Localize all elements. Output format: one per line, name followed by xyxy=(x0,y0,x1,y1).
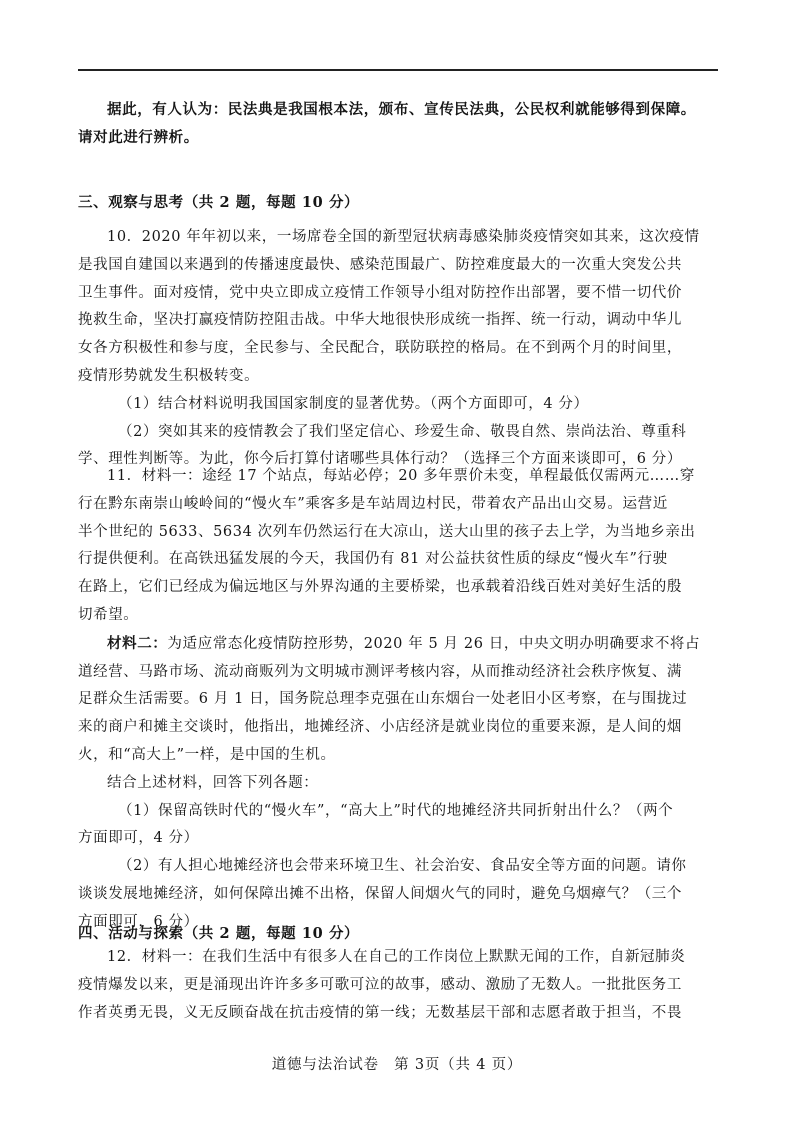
question-12 xyxy=(78,944,718,1027)
q11-instruction: 结合上述材料，回答下列各题： xyxy=(107,774,319,791)
q10-line: 卫生事件。面对疫情，党中央立即成立疫情工作领导小组对防控作出部署，要不惜一切代价 xyxy=(78,284,682,301)
q10-subquestion-2-cont: 学、理性判断等。为此，你今后打算付诸哪些具体行动？（选择三个方面来谈即可，6 分） xyxy=(78,451,682,468)
q11-material-1-line: 行提供便利。在高铁迅猛发展的今天，我国仍有 81 对公益扶贫性质的绿皮“慢火车”行驶 xyxy=(78,551,668,568)
q11-subquestion-2-cont: 方面即可，6 分） xyxy=(78,913,199,930)
q11-material-2-line: 火，和“高大上”一样，是中国的生机。 xyxy=(78,746,336,763)
intro-paragraph xyxy=(78,96,718,152)
q11-material-2-label: 材料二： xyxy=(107,634,168,652)
q11-material-1-line: 在路上，它们已经成为偏远地区与外界沟通的主要桥梁，也承载着沿线百姓对美好生活的殷 xyxy=(78,579,682,596)
intro-line: 据此，有人认为：民法典是我国根本法，颁布、宣传民法典，公民权利就能够得到保障。 xyxy=(107,101,696,118)
q10-line: 10．2020 年年初以来，一场席卷全国的新型冠状病毒感染肺炎疫情突如其来，这次疫情 xyxy=(107,229,700,245)
q12-line: 作者英勇无畏，义无反顾奋战在抗击疫情的第一线；无数基层干部和志愿者敢于担当，不畏 xyxy=(78,1004,682,1021)
q11-subquestion-1-cont: 方面即可，4 分） xyxy=(78,830,199,847)
question-10 xyxy=(78,224,718,474)
q11-material-1-line: 半个世纪的 5633、5634 次列车仍然运行在大凉山，送大山里的孩子去上学，为当地乡亲出 xyxy=(78,523,696,540)
q11-subquestion-1: （1）保留高铁时代的“慢火车”，“高大上”时代的地摊经济共同折射出什么？（两个 xyxy=(118,802,674,819)
q11-material-2-first-line xyxy=(78,630,718,659)
q10-line: 是我国自建国以来遇到的传播速度最快、感染范围最广、防控难度最大的一次重大突发公共 xyxy=(78,256,682,273)
q11-material-2-line: 足群众生活需要。6 月 1 日，国务院总理李克强在山东烟台一处老旧小区考察，在与围拢过 xyxy=(78,691,688,708)
section-4-heading: 四、活动与探索（共 2 题，每题 10 分） xyxy=(78,925,360,942)
q12-line: 12．材料一：在我们生活中有很多人在自己的工作岗位上默默无闻的工作，自新冠肺炎 xyxy=(107,949,686,965)
q10-subquestion-1: （1）结合材料说明我国国家制度的显著优势。（两个方面即可，4 分） xyxy=(118,395,589,412)
q10-subquestion-2: （2）突如其来的疫情教会了我们坚定信心、珍爱生命、敬畏自然、崇尚法治、尊重科 xyxy=(118,423,687,440)
section-3-heading: 三、观察与思考（共 2 题，每题 10 分） xyxy=(78,194,360,211)
q11-material-1-line: 行在黔东南崇山峻岭间的“慢火车”乘客多是车站周边村民，带着农产品出山交易。运营近 xyxy=(78,495,668,512)
q11-material-2-line: 道经营、马路市场、流动商贩列为文明城市测评考核内容，从而推动经济社会秩序恢复、满 xyxy=(78,663,682,680)
q11-material-2-line: 来的商户和摊主交谈时，他指出，地摊经济、小店经济是就业岗位的重要来源，是人间的烟 xyxy=(78,719,682,736)
q11-material-2-text: 为适应常态化疫情防控形势，2020 年 5 月 26 日，中央文明办明确要求不将占 xyxy=(167,635,701,652)
q10-line: 挽救生命，坚决打赢疫情防控阻击战。中华大地很快形成统一指挥、统一行动，调动中华儿 xyxy=(78,312,682,329)
intro-line: 请对此进行辨析。 xyxy=(78,128,199,146)
question-11 xyxy=(78,463,718,937)
q11-material-1-line: 切希望。 xyxy=(78,606,139,623)
q11-subquestion-2-cont: 谈谈发展地摊经济，如何保障出摊不出格，保留人间烟火气的同时，避免乌烟瘴气？（三个 xyxy=(78,885,682,902)
q10-line: 疫情形势就发生积极转变。 xyxy=(78,367,260,384)
q11-subquestion-2: （2）有人担心地摊经济也会带来环境卫生、社会治安、食品安全等方面的问题。请你 xyxy=(118,858,687,875)
top-divider-line xyxy=(78,69,718,71)
page-footer: 道德与法治试卷 第 3页（共 4 页） xyxy=(271,1057,523,1073)
q11-material-1-line: 11．材料一：途经 17 个站点，每站必停；20 多年票价未变，单程最低仅需两元……穿 xyxy=(107,468,695,484)
q12-line: 疫情爆发以来，更是涌现出许许多多可歌可泣的故事，感动、激励了无数人。一批批医务工 xyxy=(78,976,682,993)
q10-line: 女各方积极性和参与度，全民参与、全民配合，联防联控的格局。在不到两个月的时间里， xyxy=(78,340,682,357)
